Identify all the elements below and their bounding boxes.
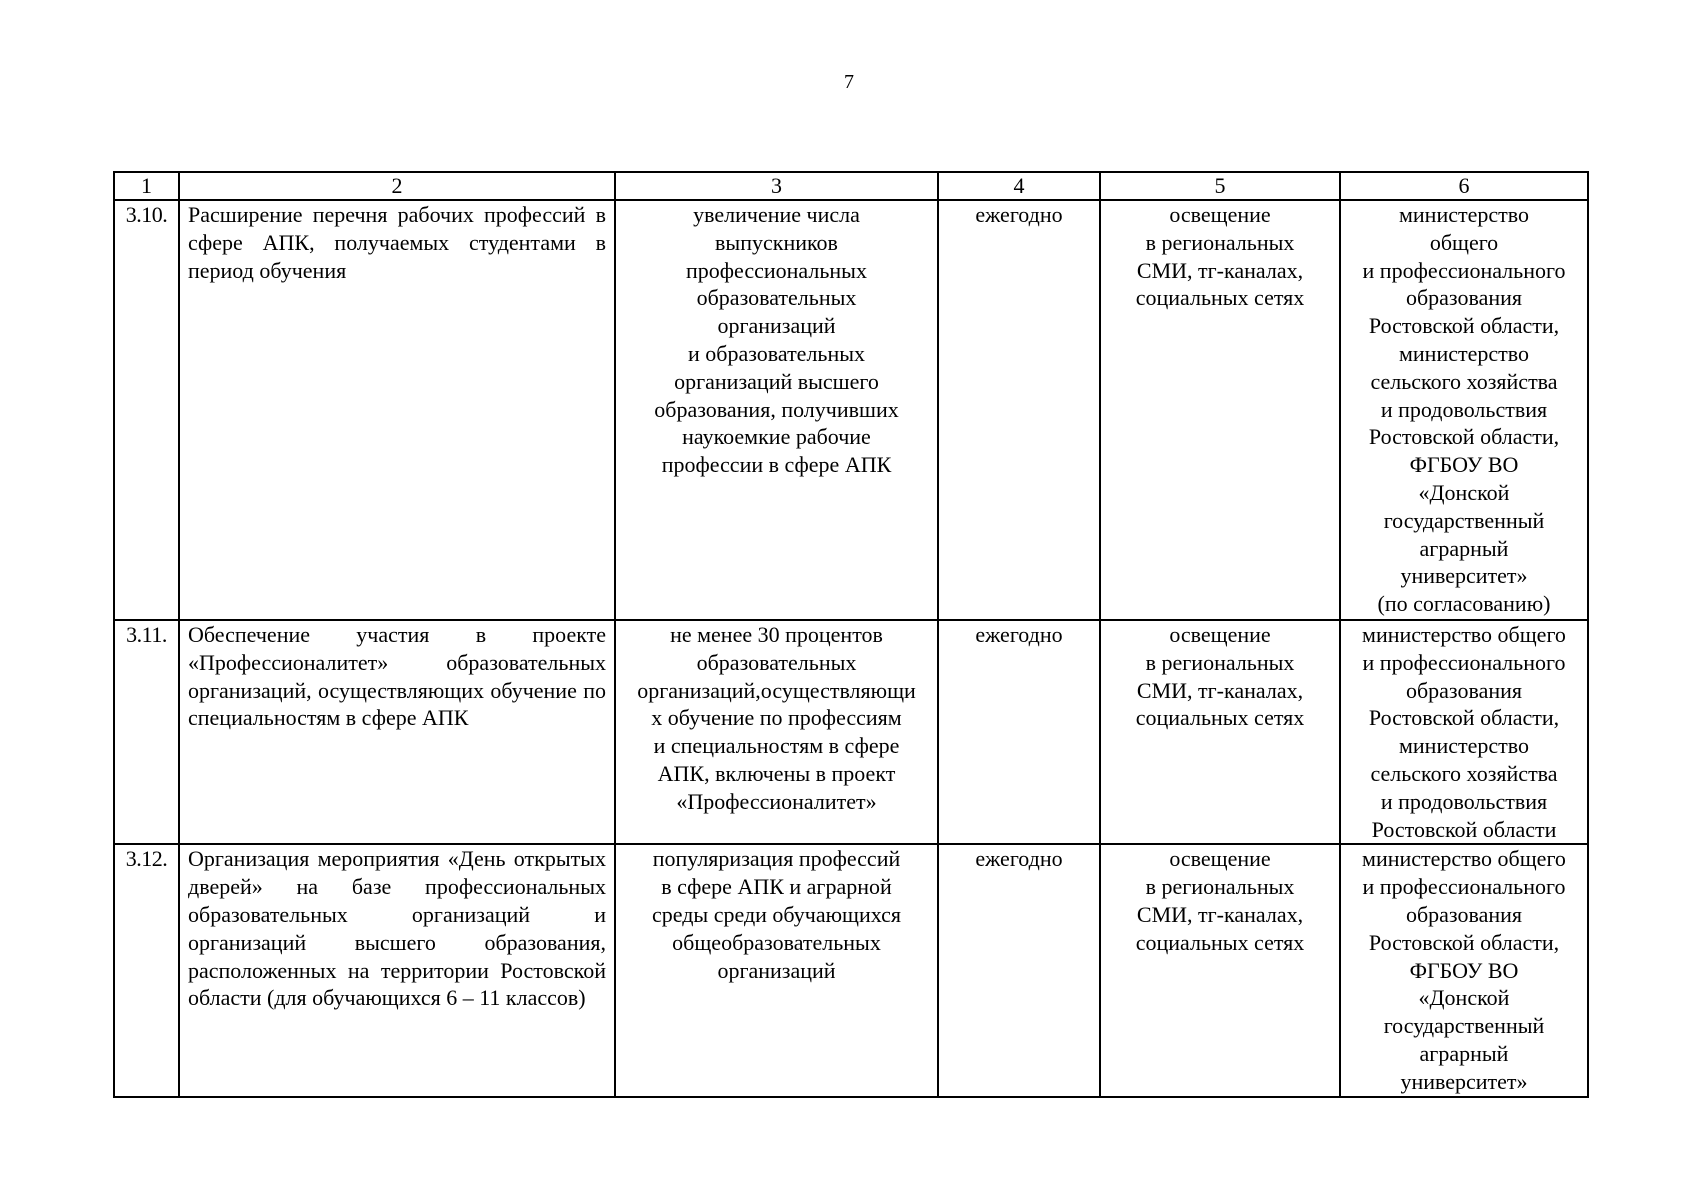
- table-row: [114, 844, 1588, 1096]
- table-row: [114, 620, 1588, 844]
- responsible-cell: министерство общего и профессионального образования Ростовской области, министерство сельского хозяйства и продовольствия Ростовской области, ФГБОУ ВО «Донской государственный аграрный университет» (по согласованию): [1340, 200, 1588, 620]
- term-cell: ежегодно: [938, 844, 1100, 1096]
- column-header: 6: [1340, 172, 1588, 200]
- table-row: [114, 200, 1588, 620]
- row-number-cell: 3.12.: [114, 844, 179, 1096]
- result-cell: популяризация профессий в сфере АПК и аграрной среды среди обучающихся общеобразовательных организаций: [615, 844, 938, 1096]
- coverage-cell: освещение в региональных СМИ, тг-каналах, социальных сетях: [1100, 200, 1340, 620]
- plan-table: [113, 171, 1589, 1098]
- action-cell: Организация мероприятия «День открытых дверей» на базе профессиональных образовательных организаций и организаций высшего образования, расположенных на территории Ростовской области (для обучающихся 6 – 11 классов): [179, 844, 615, 1096]
- action-cell: Обеспечение участия в проекте «Профессионалитет» образовательных организаций, осуществляющих обучение по специальностям в сфере АПК: [179, 620, 615, 844]
- table-header-row: [114, 172, 1588, 200]
- coverage-cell: освещение в региональных СМИ, тг-каналах, социальных сетях: [1100, 844, 1340, 1096]
- result-cell: не менее 30 процентов образовательных организаций,осуществляющи х обучение по профессиям и специальностям в сфере АПК, включены в проект «Профессионалитет»: [615, 620, 938, 844]
- result-cell: увеличение числа выпускников профессиональных образовательных организаций и образовательных организаций высшего образования, получивших наукоемкие рабочие профессии в сфере АПК: [615, 200, 938, 620]
- responsible-cell: министерство общего и профессионального образования Ростовской области, ФГБОУ ВО «Донской государственный аграрный университет»: [1340, 844, 1588, 1096]
- action-cell: Расширение перечня рабочих профессий в сфере АПК, получаемых студентами в период обучения: [179, 200, 615, 620]
- term-cell: ежегодно: [938, 200, 1100, 620]
- column-header: 4: [938, 172, 1100, 200]
- coverage-cell: освещение в региональных СМИ, тг-каналах, социальных сетях: [1100, 620, 1340, 844]
- row-number-cell: 3.10.: [114, 200, 179, 620]
- column-header: 1: [114, 172, 179, 200]
- page-number: 7: [844, 71, 854, 93]
- column-header: 5: [1100, 172, 1340, 200]
- responsible-cell: министерство общего и профессионального образования Ростовской области, министерство сельского хозяйства и продовольствия Ростовской области: [1340, 620, 1588, 844]
- column-header: 2: [179, 172, 615, 200]
- term-cell: ежегодно: [938, 620, 1100, 844]
- row-number-cell: 3.11.: [114, 620, 179, 844]
- column-header: 3: [615, 172, 938, 200]
